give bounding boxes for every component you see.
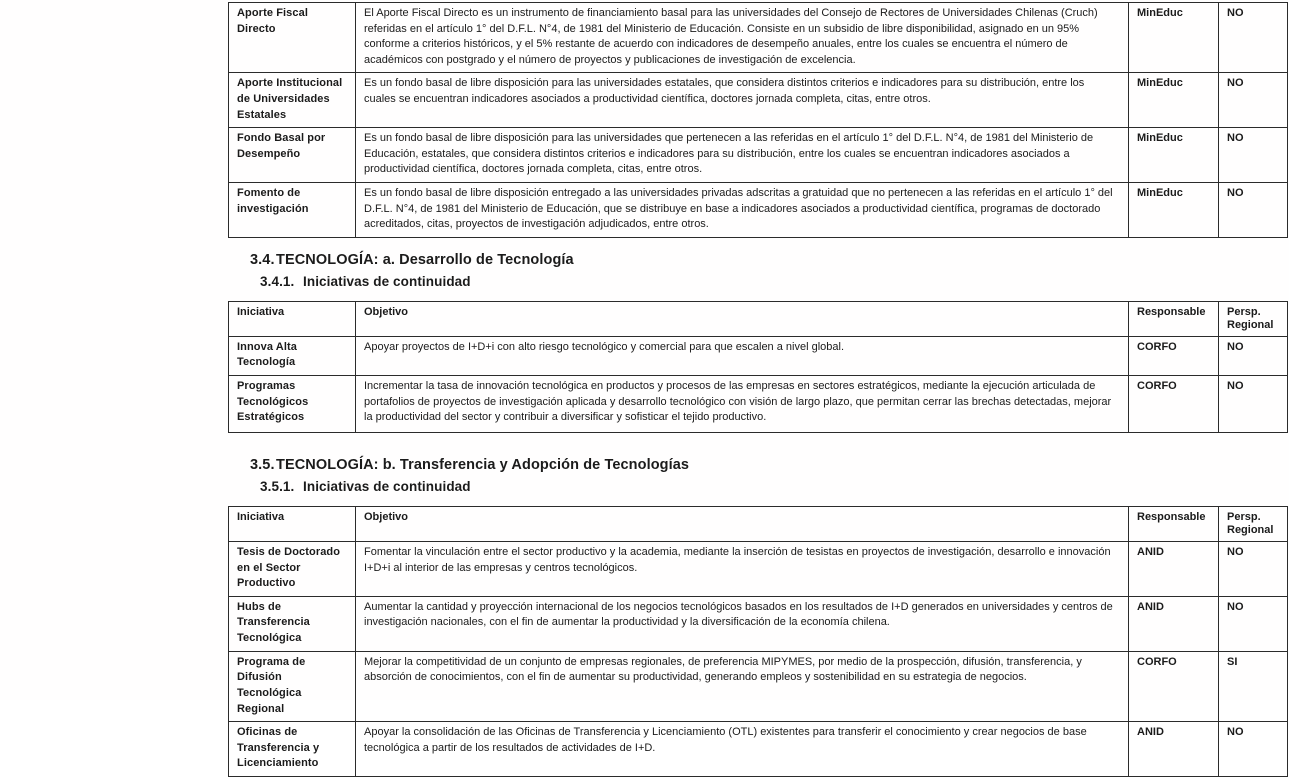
- table-row: [229, 3, 1288, 73]
- table-row: [229, 596, 1288, 651]
- responsable-cell: CORFO: [1129, 651, 1219, 721]
- iniciativa-cell: Innova Alta Tecnología: [229, 336, 356, 375]
- objetivo-cell: Aumentar la cantidad y proyección internacional de los negocios tecnológicos basados en los resultados de I+D generados en universidades y centros de investigación nacionales, con el fin de aumentar la productividad y la diversificación de la economía chilena.: [356, 596, 1129, 651]
- table-row: [229, 542, 1288, 597]
- persp-regional-cell: NO: [1219, 336, 1288, 375]
- table-row: [229, 722, 1288, 777]
- persp-regional-cell: SI: [1219, 651, 1288, 721]
- responsable-cell: MinEduc: [1129, 3, 1219, 73]
- subsection-number: 3.4.1.: [260, 273, 295, 289]
- objetivo-cell: Es un fondo basal de libre disposición entregado a las universidades privadas adscritas a gratuidad que no pertenecen a las referidas en el artículo 1° del D.F.L. N°4, de 1981 del Ministerio de Educación, que se distribuye en base a indicadores asociados a productividad científica, programas de doctorado acreditados, citas, proyectos de investigación adjudicados, entre otros.: [356, 183, 1129, 238]
- iniciativa-cell: Oficinas de Transferencia y Licenciamiento: [229, 722, 356, 777]
- section-number: 3.5.: [250, 457, 275, 474]
- objetivo-cell: Es un fondo basal de libre disposición para las universidades que pertenecen a las referidas en el artículo 1° del D.F.L. N°4, de 1981 del Ministerio de Educación, estatales, que considera distintos criterios e indicadores para su distribución, entre los cuales se encuentran indicadores asociados a productividad científica, doctores jornada completa, citas, entre otros.: [356, 128, 1129, 183]
- header-persp-regional: Persp. Regional: [1219, 301, 1288, 336]
- section-35-heading: [250, 457, 1287, 473]
- table-iniciativas-34: [228, 301, 1288, 433]
- section-34-heading: [250, 252, 1287, 268]
- section-341-subheading: [260, 274, 1287, 289]
- section-title: TECNOLOGÍA: b. Transferencia y Adopción de Tecnologías: [276, 457, 690, 474]
- iniciativa-cell: Programa de Difusión Tecnológica Regional: [229, 651, 356, 721]
- objetivo-cell: El Aporte Fiscal Directo es un instrumento de financiamiento basal para las universidades del Consejo de Rectores de Universidades Chilenas (Cruch) referidas en el artículo 1° del D.F.L. N°4, de 1981 del Ministerio de Educación. Consiste en un subsidio de libre disponibilidad, asignado en un 95% conforme a criterios históricos, y el 5% restante de acuerdo con indicadores de desempeño anuales, entre los cuales se encuentra el número de académicos con postgrado y el número de proyectos y publicaciones de investigación de excelencia.: [356, 3, 1129, 73]
- responsable-cell: ANID: [1129, 542, 1219, 597]
- persp-regional-cell: NO: [1219, 542, 1288, 597]
- table-header-row: [229, 301, 1288, 336]
- objetivo-cell: Mejorar la competitividad de un conjunto de empresas regionales, de preferencia MIPYMES, por medio de la prospección, difusión, transferencia, y absorción de conocimientos, con el fin de aumentar su productividad, generando empleos y sostenibilidad en su estrategia de negocios.: [356, 651, 1129, 721]
- page-content: [228, 2, 1287, 777]
- persp-regional-cell: NO: [1219, 73, 1288, 128]
- responsable-cell: MinEduc: [1129, 128, 1219, 183]
- section-351-subheading: [260, 479, 1287, 494]
- persp-regional-cell: NO: [1219, 722, 1288, 777]
- iniciativa-cell: Fomento de investigación: [229, 183, 356, 238]
- header-objetivo: Objetivo: [356, 301, 1129, 336]
- persp-regional-cell: NO: [1219, 596, 1288, 651]
- iniciativa-cell: Tesis de Doctorado en el Sector Productivo: [229, 542, 356, 597]
- responsable-cell: ANID: [1129, 722, 1219, 777]
- header-iniciativa: Iniciativa: [229, 301, 356, 336]
- section-title: TECNOLOGÍA: a. Desarrollo de Tecnología: [276, 251, 574, 268]
- iniciativa-cell: Aporte Fiscal Directo: [229, 3, 356, 73]
- iniciativa-cell: Programas Tecnológicos Estratégicos: [229, 376, 356, 433]
- section-number: 3.4.: [250, 251, 275, 268]
- persp-regional-cell: NO: [1219, 3, 1288, 73]
- iniciativa-cell: Hubs de Transferencia Tecnológica: [229, 596, 356, 651]
- table-row: [229, 376, 1288, 433]
- table-header-row: [229, 507, 1288, 542]
- header-responsable: Responsable: [1129, 301, 1219, 336]
- subsection-title: Iniciativas de continuidad: [303, 479, 471, 495]
- header-objetivo: Objetivo: [356, 507, 1129, 542]
- responsable-cell: ANID: [1129, 596, 1219, 651]
- table-row: [229, 651, 1288, 721]
- persp-regional-cell: NO: [1219, 376, 1288, 433]
- responsable-cell: CORFO: [1129, 376, 1219, 433]
- subsection-number: 3.5.1.: [260, 479, 295, 495]
- header-responsable: Responsable: [1129, 507, 1219, 542]
- objetivo-cell: Fomentar la vinculación entre el sector productivo y la academia, mediante la inserción de tesistas en proyectos de investigación, desarrollo e innovación I+D+i al interior de las empresas y centros tecnológicos.: [356, 542, 1129, 597]
- table-row: [229, 73, 1288, 128]
- continuation-table: [228, 2, 1288, 238]
- table-row: [229, 183, 1288, 238]
- persp-regional-cell: NO: [1219, 128, 1288, 183]
- responsable-cell: MinEduc: [1129, 73, 1219, 128]
- objetivo-cell: Es un fondo basal de libre disposición para las universidades estatales, que considera distintos criterios e indicadores para su distribución, entre los cuales se encuentran indicadores asociados a productividad científica, doctores jornada completa, citas, entre otros.: [356, 73, 1129, 128]
- objetivo-cell: Apoyar la consolidación de las Oficinas de Transferencia y Licenciamiento (OTL) existentes para transferir el conocimiento y crear negocios de base tecnológica a partir de los resultados de actividades de I+D.: [356, 722, 1129, 777]
- header-persp-regional: Persp. Regional: [1219, 507, 1288, 542]
- objetivo-cell: Incrementar la tasa de innovación tecnológica en productos y procesos de las empresas en sectores estratégicos, mediante la ejecución articulada de portafolios de proyectos de investigación aplicada y desarrollo tecnológico con visión de largo plazo, que permitan cerrar las brechas detectadas, mejorar la productividad del sector y contribuir a diversificar y sofisticar el tejido productivo.: [356, 376, 1129, 433]
- table-iniciativas-35: [228, 506, 1288, 777]
- responsable-cell: MinEduc: [1129, 183, 1219, 238]
- iniciativa-cell: Aporte Institucional de Universidades Estatales: [229, 73, 356, 128]
- responsable-cell: CORFO: [1129, 336, 1219, 375]
- persp-regional-cell: NO: [1219, 183, 1288, 238]
- subsection-title: Iniciativas de continuidad: [303, 273, 471, 289]
- table-row: [229, 336, 1288, 375]
- iniciativa-cell: Fondo Basal por Desempeño: [229, 128, 356, 183]
- header-iniciativa: Iniciativa: [229, 507, 356, 542]
- table-row: [229, 128, 1288, 183]
- objetivo-cell: Apoyar proyectos de I+D+i con alto riesgo tecnológico y comercial para que escalen a nivel global.: [356, 336, 1129, 375]
